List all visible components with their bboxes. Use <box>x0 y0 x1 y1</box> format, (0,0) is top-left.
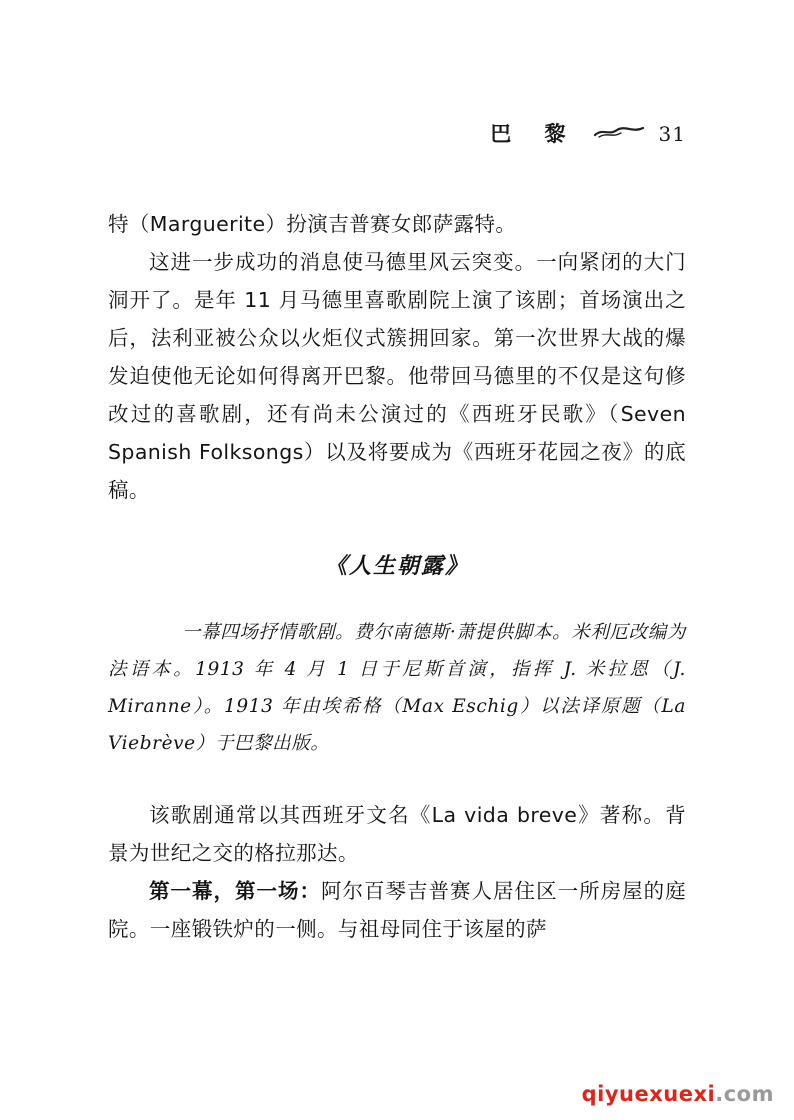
text-column <box>108 205 686 948</box>
running-head-inner <box>490 118 686 148</box>
scene-text: 阿尔百琴吉普赛人居住区一所房屋的庭院。一座锻铁炉的一侧。与祖母同住于该屋的萨 <box>108 879 686 941</box>
page-number: 31 <box>658 122 686 146</box>
watermark <box>582 1082 774 1106</box>
paragraph-continued: 特（Marguerite）扮演吉普赛女郎萨露特。 <box>108 212 517 236</box>
paragraph-1: 这进一步成功的消息使马德里风云突变。一向紧闭的大门洞开了。是年 11 月马德里喜歌剧院上演了该剧；首场演出之后，法利亚被公众以火炬仪式簇拥回家。第一次世界大战的爆发迫使他无论如何得离开巴黎。他带回马德里的不仅是这句修改过的喜歌剧，还有尚未公演过的《西班牙民歌》（Seven Spanish Folksongs）以及将要成为《西班牙花园之夜》的底稿。 <box>108 250 686 502</box>
watermark-domain: .com <box>715 1082 774 1106</box>
section-title: 《人生朝露》 <box>324 553 469 579</box>
running-head-title: 巴 黎 <box>490 121 579 146</box>
paragraph-3 <box>108 872 686 948</box>
paragraph-2: 该歌剧通常以其西班牙文名《La vida breve》著称。背景为世纪之交的格拉那达。 <box>108 803 686 865</box>
squiggle-rule-icon <box>593 126 645 138</box>
running-head <box>0 118 794 162</box>
scene-label: 第一幕，第一场： <box>149 879 322 903</box>
watermark-brand: qiyuexuexi <box>581 1082 716 1106</box>
blurb-text: 一幕四场抒情歌剧。费尔南德斯·萧提供脚本。米利厄改编为法语本。1913 年 4 月 1 日于尼斯首演，指挥 J. 米拉恩（J. Miranne）。1913 年由埃希格（Max Eschig）以法译原题（La Viebrève）于巴黎出版。 <box>108 622 686 754</box>
opera-blurb <box>108 614 686 762</box>
